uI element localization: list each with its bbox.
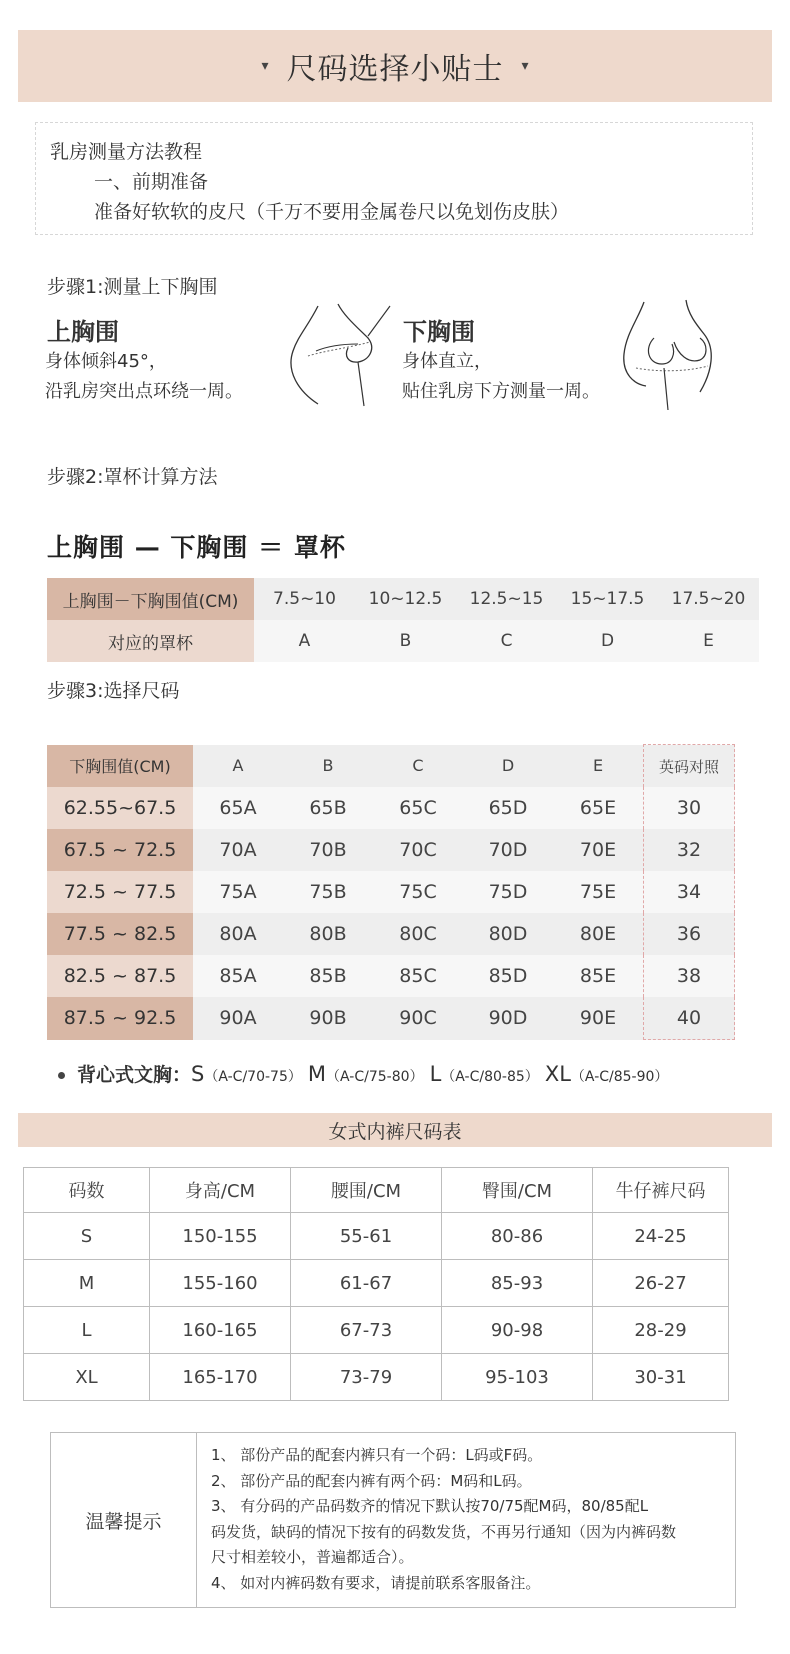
size-cell: 65D bbox=[463, 787, 553, 829]
vest-size-xl: XL bbox=[544, 1062, 571, 1086]
upper-bust-desc-line1: 身体倾斜45°， bbox=[45, 351, 167, 372]
cup-column-header: D bbox=[463, 745, 553, 788]
cup-calc-table bbox=[47, 578, 759, 662]
uk-size-cell: 30 bbox=[644, 787, 735, 829]
size-cell: 85D bbox=[463, 955, 553, 997]
page-title: 尺码选择小贴士 bbox=[286, 52, 504, 87]
vest-size-l-note: （A-C/80-85） bbox=[441, 1069, 539, 1085]
lower-bust-figure-icon bbox=[616, 294, 726, 414]
uk-size-cell: 36 bbox=[644, 913, 735, 955]
cup-range-cell: 10~12.5 bbox=[355, 578, 456, 620]
tip-line: 尺寸相差较小，普遍都适合）。 bbox=[211, 1548, 414, 1566]
size-cell: 65B bbox=[283, 787, 373, 829]
cup-range-cell: 12.5~15 bbox=[456, 578, 557, 620]
size-cell: 65E bbox=[553, 787, 644, 829]
underbust-range: 72.5 ~ 77.5 bbox=[47, 871, 193, 913]
cup-column-header: A bbox=[193, 745, 283, 788]
intro-box bbox=[35, 122, 753, 235]
intro-subheading: 一、前期准备 bbox=[94, 171, 209, 193]
upper-bust-figure-icon bbox=[278, 296, 396, 414]
tip-line: 3、 有分码的产品码数齐的情况下默认按70/75配M码，80/85配L bbox=[211, 1497, 649, 1515]
underwear-column-header: 牛仔裤尺码 bbox=[593, 1168, 729, 1213]
underwear-cell: 30-31 bbox=[593, 1354, 729, 1401]
upper-bust-desc-line2: 沿乳房突出点环绕一周。 bbox=[45, 381, 243, 402]
cup-letter-cell: D bbox=[557, 620, 658, 662]
step2-title: 步骤2:罩杯计算方法 bbox=[47, 466, 218, 488]
tips-box bbox=[50, 1432, 736, 1608]
table-row bbox=[24, 1260, 729, 1307]
size-cell: 75C bbox=[373, 871, 463, 913]
cup-range-cell: 17.5~20 bbox=[658, 578, 759, 620]
table-row bbox=[47, 829, 735, 871]
size-cell: 70A bbox=[193, 829, 283, 871]
underwear-cell: S bbox=[24, 1213, 150, 1260]
vest-size-l: L bbox=[429, 1062, 442, 1086]
cup-letter-header: 对应的罩杯 bbox=[47, 620, 254, 662]
underwear-title-banner: 女式内裤尺码表 bbox=[18, 1113, 772, 1147]
tips-label: 温馨提示 bbox=[51, 1433, 197, 1607]
vest-size-m: M bbox=[307, 1062, 327, 1086]
lower-bust-desc-line2: 贴住乳房下方测量一周。 bbox=[402, 381, 600, 402]
cup-formula: 上胸围 — 下胸围 ＝ 罩杯 bbox=[47, 533, 346, 562]
uk-size-header: 英码对照 bbox=[644, 745, 735, 788]
underwear-cell: 26-27 bbox=[593, 1260, 729, 1307]
underwear-cell: 55-61 bbox=[291, 1213, 442, 1260]
underwear-cell: 28-29 bbox=[593, 1307, 729, 1354]
underwear-cell: 67-73 bbox=[291, 1307, 442, 1354]
size-cell: 85A bbox=[193, 955, 283, 997]
size-cell: 90B bbox=[283, 997, 373, 1040]
table-row bbox=[47, 913, 735, 955]
cup-column-header: C bbox=[373, 745, 463, 788]
size-cell: 80B bbox=[283, 913, 373, 955]
intro-note: 准备好软软的皮尺（千万不要用金属卷尺以免划伤皮肤） bbox=[94, 201, 570, 223]
cup-range-row bbox=[47, 578, 759, 620]
size-cell: 65A bbox=[193, 787, 283, 829]
underwear-column-header: 腰围/CM bbox=[291, 1168, 442, 1213]
cup-letter-cell: B bbox=[355, 620, 456, 662]
size-cell: 90E bbox=[553, 997, 644, 1040]
underwear-cell: 73-79 bbox=[291, 1354, 442, 1401]
upper-bust-label: 上胸围 bbox=[47, 318, 119, 346]
cup-letter-cell: A bbox=[254, 620, 355, 662]
size-cell: 80D bbox=[463, 913, 553, 955]
table-row bbox=[24, 1213, 729, 1260]
table-row bbox=[47, 787, 735, 829]
table-row bbox=[24, 1354, 729, 1401]
header-banner bbox=[18, 30, 772, 102]
size-cell: 85B bbox=[283, 955, 373, 997]
size-cell: 65C bbox=[373, 787, 463, 829]
underbust-range: 87.5 ~ 92.5 bbox=[47, 997, 193, 1040]
tip-line: 4、 如对内裤码数有要求，请提前联系客服备注。 bbox=[211, 1573, 541, 1592]
underwear-cell: 80-86 bbox=[442, 1213, 593, 1260]
underbust-range: 77.5 ~ 82.5 bbox=[47, 913, 193, 955]
size-header-row bbox=[47, 745, 735, 788]
vest-size-m-note: （A-C/75-80） bbox=[326, 1069, 424, 1085]
size-cell: 85E bbox=[553, 955, 644, 997]
underwear-cell: 160-165 bbox=[150, 1307, 291, 1354]
underwear-cell: 165-170 bbox=[150, 1354, 291, 1401]
uk-size-cell: 34 bbox=[644, 871, 735, 913]
underwear-column-header: 码数 bbox=[24, 1168, 150, 1213]
size-cell: 90C bbox=[373, 997, 463, 1040]
cup-range-cell: 15~17.5 bbox=[557, 578, 658, 620]
table-row bbox=[24, 1307, 729, 1354]
size-cell: 70D bbox=[463, 829, 553, 871]
underwear-cell: 61-67 bbox=[291, 1260, 442, 1307]
underwear-column-header: 臀围/CM bbox=[442, 1168, 593, 1213]
underwear-cell: 85-93 bbox=[442, 1260, 593, 1307]
size-cell: 75D bbox=[463, 871, 553, 913]
intro-heading: 乳房测量方法教程 bbox=[50, 141, 203, 163]
right-triangle-icon: ▾ bbox=[521, 58, 529, 74]
underwear-cell: XL bbox=[24, 1354, 150, 1401]
underbust-range: 67.5 ~ 72.5 bbox=[47, 829, 193, 871]
cup-column-header: B bbox=[283, 745, 373, 788]
size-cell: 70B bbox=[283, 829, 373, 871]
step1-title: 步骤1:测量上下胸围 bbox=[47, 276, 218, 298]
cup-range-cell: 7.5~10 bbox=[254, 578, 355, 620]
underwear-cell: 90-98 bbox=[442, 1307, 593, 1354]
cup-column-header: E bbox=[553, 745, 644, 788]
underwear-cell: 24-25 bbox=[593, 1213, 729, 1260]
underwear-cell: 95-103 bbox=[442, 1354, 593, 1401]
underwear-size-table bbox=[23, 1167, 729, 1401]
size-cell: 85C bbox=[373, 955, 463, 997]
cup-letter-row bbox=[47, 620, 759, 662]
cup-letter-cell: E bbox=[658, 620, 759, 662]
cup-range-header: 上胸围－下胸围值(CM) bbox=[47, 578, 254, 620]
lower-bust-label: 下胸围 bbox=[403, 318, 475, 346]
cup-letter-cell: C bbox=[456, 620, 557, 662]
underwear-cell: 155-160 bbox=[150, 1260, 291, 1307]
size-cell: 75E bbox=[553, 871, 644, 913]
vest-bra-label: 背心式文胸： bbox=[77, 1064, 192, 1086]
table-row bbox=[47, 871, 735, 913]
underwear-cell: M bbox=[24, 1260, 150, 1307]
size-cell: 70E bbox=[553, 829, 644, 871]
underbust-range: 62.55~67.5 bbox=[47, 787, 193, 829]
size-cell: 75B bbox=[283, 871, 373, 913]
tip-line: 码发货，缺码的情况下按有的码数发货，不再另行通知（因为内裤码数 bbox=[211, 1522, 677, 1541]
size-cell: 80C bbox=[373, 913, 463, 955]
underbust-range: 82.5 ~ 87.5 bbox=[47, 955, 193, 997]
table-row bbox=[47, 955, 735, 997]
vest-size-xl-note: （A-C/85-90） bbox=[570, 1069, 669, 1085]
vest-size-s: S bbox=[191, 1062, 205, 1086]
lower-bust-desc-line1: 身体直立， bbox=[402, 351, 492, 372]
size-corner-header: 下胸围值(CM) bbox=[47, 745, 193, 788]
left-triangle-icon: ▾ bbox=[261, 58, 269, 74]
underwear-column-header: 身高/CM bbox=[150, 1168, 291, 1213]
size-cell: 90A bbox=[193, 997, 283, 1040]
bra-size-table bbox=[47, 744, 735, 1040]
size-cell: 70C bbox=[373, 829, 463, 871]
step3-title: 步骤3:选择尺码 bbox=[47, 680, 180, 702]
vest-bra-sizes bbox=[58, 1060, 668, 1087]
uk-size-cell: 32 bbox=[644, 829, 735, 871]
lower-bust-desc bbox=[402, 347, 600, 407]
underwear-header-row bbox=[24, 1168, 729, 1213]
table-row bbox=[47, 997, 735, 1040]
tip-line: 2、 部份产品的配套内裤有两个码：M码和L码。 bbox=[211, 1471, 532, 1490]
underwear-cell: 150-155 bbox=[150, 1213, 291, 1260]
bullet-icon bbox=[58, 1072, 65, 1079]
tip-line: 1、 部份产品的配套内裤只有一个码：L码或F码。 bbox=[211, 1446, 543, 1464]
size-cell: 80E bbox=[553, 913, 644, 955]
size-cell: 80A bbox=[193, 913, 283, 955]
uk-size-cell: 40 bbox=[644, 997, 735, 1040]
underwear-cell: L bbox=[24, 1307, 150, 1354]
size-cell: 75A bbox=[193, 871, 283, 913]
size-cell: 90D bbox=[463, 997, 553, 1040]
vest-size-s-note: （A-C/70-75） bbox=[204, 1069, 302, 1085]
tips-content bbox=[197, 1433, 735, 1607]
upper-bust-desc bbox=[45, 347, 243, 407]
uk-size-cell: 38 bbox=[644, 955, 735, 997]
